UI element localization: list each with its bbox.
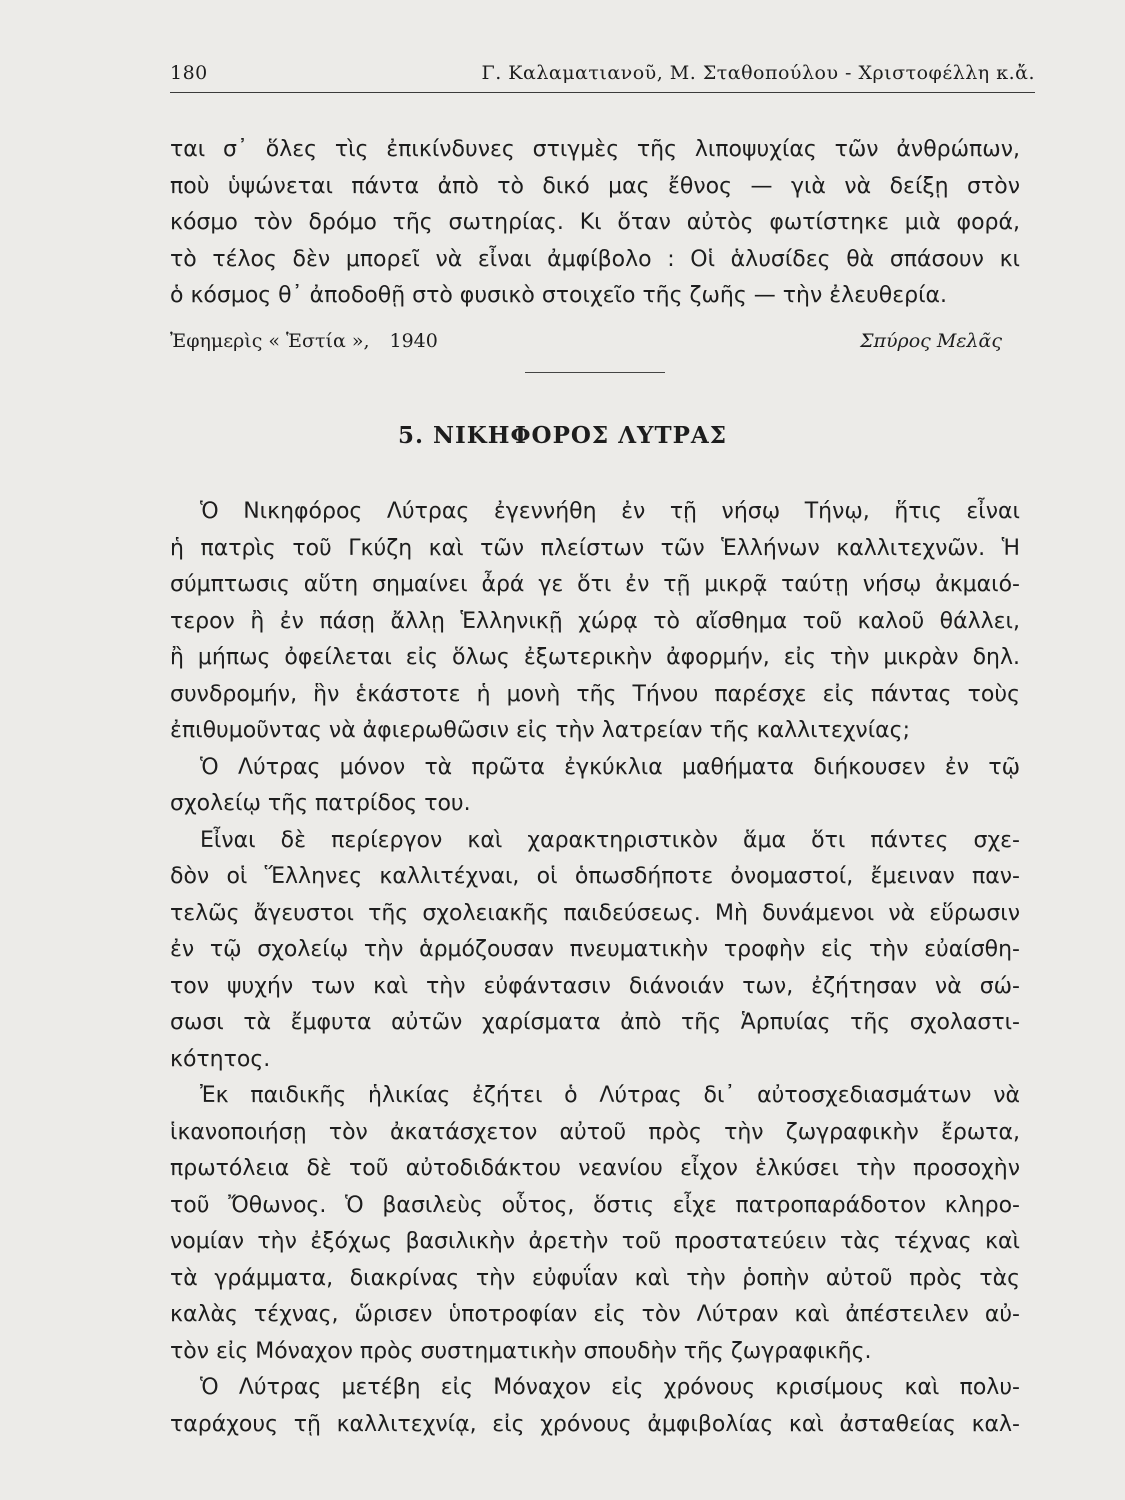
section-heading: 5. ΝΙΚΗΦΟΡΟΣ ΛΥΤΡΑΣ [398,422,727,449]
text-line: Ἐκ παιδικῆς ἡλικίας ἐζήτει ὁ Λύτρας δι᾽ αὐτοσχεδιασμάτων νὰ [200,1083,1020,1108]
text-line: τὸν εἰς Μόναχον πρὸς συστηματικὴν σπουδὴν τῆς ζωγραφικῆς. [170,1338,872,1364]
closing-paragraph [170,132,1020,315]
text-line: ταράχους τῇ καλλιτεχνίᾳ, εἰς χρόνους ἀμφιβολίας καὶ ἀσταθείας καλ- [170,1411,1020,1437]
text-line: ἐν τῷ σχολείῳ τὴν ἁρμόζουσαν πνευματικὴν τροφὴν εἰς τὴν εὐαίσθη- [170,937,1020,962]
page-number: 180 [170,62,208,84]
text-line: ἢ μήπως ὀφείλεται εἰς ὅλως ἐξωτερικὴν ἀφορμήν, εἰς τὴν μικρὰν δηλ. [170,645,1020,670]
citation-author: Σπύρος Μελᾶς [860,330,1002,352]
text-line: νομίαν τὴν ἐξόχως βασιλικὴν ἀρετὴν τοῦ προστατεύειν τὰς τέχνας καὶ [170,1229,1020,1254]
text-line: Ὁ Λύτρας μετέβη εἰς Μόναχον εἰς χρόνους κρισίμους καὶ πολυ- [200,1375,1020,1400]
text-line: σχολείῳ τῆς πατρίδος του. [170,791,471,816]
text-line: τὸ τέλος δὲν μπορεῖ νὰ εἶναι ἀμφίβολο : Οἱ ἁλυσίδες θὰ σπάσουν κι [170,246,1020,272]
citation-source: Ἐφημερὶς « Ἑστία », [170,330,370,352]
text-line: τερον ἢ ἐν πάσῃ ἄλλῃ Ἑλληνικῇ χώρᾳ τὸ αἴσθημα τοῦ καλοῦ θάλλει, [170,608,1020,634]
text-line: τὰ γράμματα, διακρίνας τὴν εὐφυΐαν καὶ τὴν ῥοπὴν αὐτοῦ πρὸς τὰς [170,1265,1020,1291]
text-line: τον ψυχήν των καὶ τὴν εὐφάντασιν διάνοιάν των, ἐζήτησαν νὰ σώ- [170,973,1020,999]
citation-year: 1940 [389,330,438,352]
text-line: συνδρομήν, ἣν ἑκάστοτε ἡ μονὴ τῆς Τήνου παρέσχε εἰς πάντας τοὺς [170,681,1020,707]
text-line: Εἶναι δὲ περίεργον καὶ χαρακτηριστικὸν ἅμα ὅτι πάντες σχε- [200,827,1020,853]
text-line: πρωτόλεια δὲ τοῦ αὐτοδιδάκτου νεανίου εἶχον ἑλκύσει τὴν προσοχὴν [170,1156,1020,1181]
text-line: ἡ πατρὶς τοῦ Γκύζη καὶ τῶν πλείστων τῶν Ἑλλήνων καλλιτεχνῶν. Ἡ [170,535,1020,561]
citation [170,330,1020,360]
running-head: Γ. Καλαματιανοῦ, Μ. Σταθοπούλου - Χριστοφέλλη κ.ἄ. [481,62,1035,84]
text-line: ἐπιθυμοῦντας νὰ ἀφιερωθῶσιν εἰς τὴν λατρείαν τῆς καλλιτεχνίας; [170,718,910,743]
citation-source-line [170,330,438,352]
text-line: σύμπτωσις αὕτη σημαίνει ἆρά γε ὅτι ἐν τῇ μικρᾷ ταύτῃ νήσῳ ἀκμαιό- [170,572,1020,597]
text-line: καλὰς τέχνας, ὥρισεν ὑποτροφίαν εἰς τὸν Λύτραν καὶ ἀπέστειλεν αὐ- [170,1302,1020,1327]
text-line: δὸν οἱ Ἕλληνες καλλιτέχναι, οἱ ὁπωσδήποτε ὀνομαστοί, ἔμειναν παν- [170,864,1020,889]
text-line: Ὁ Νικηφόρος Λύτρας ἐγεννήθη ἐν τῇ νήσῳ Τήνῳ, ἥτις εἶναι [200,499,1020,524]
text-line: ἱκανοποιήσῃ τὸν ἀκατάσχετον αὐτοῦ πρὸς τὴν ζωγραφικὴν ἔρωτα, [170,1119,1020,1145]
section-divider [525,372,665,373]
main-text [170,494,1020,1443]
page-header [170,58,1035,93]
text-line: ται σ᾽ ὅλες τὶς ἐπικίνδυνες στιγμὲς τῆς λιποψυχίας τῶν ἀνθρώπων, [170,137,1020,162]
text-line: κόσμο τὸν δρόμο τῆς σωτηρίας. Κι ὅταν αὐτὸς φωτίστηκε μιὰ φορά, [170,210,1020,235]
text-line: σωσι τὰ ἔμφυτα αὐτῶν χαρίσματα ἀπὸ τῆς Ἁρπυίας τῆς σχολαστι- [170,1010,1020,1035]
text-line: τελῶς ἄγευστοι τῆς σχολειακῆς παιδεύσεως. Μὴ δυνάμενοι νὰ εὕρωσιν [170,900,1020,926]
text-line: τοῦ Ὄθωνος. Ὁ βασιλεὺς οὗτος, ὅστις εἶχε πατροπαράδοτον κληρο- [170,1192,1020,1218]
text-line: κότητος. [170,1046,271,1072]
text-line: ὁ κόσμος θ᾽ ἀποδοθῇ στὸ φυσικὸ στοιχεῖο τῆς ζωῆς — τὴν ἐλευθερία. [170,283,948,308]
text-line: ποὺ ὑψώνεται πάντα ἀπὸ τὸ δικό μας ἔθνος — γιὰ νὰ δείξῃ στὸν [170,173,1020,199]
text-line: Ὁ Λύτρας μόνον τὰ πρῶτα ἐγκύκλια μαθήματα διήκουσεν ἐν τῷ [200,754,1020,780]
